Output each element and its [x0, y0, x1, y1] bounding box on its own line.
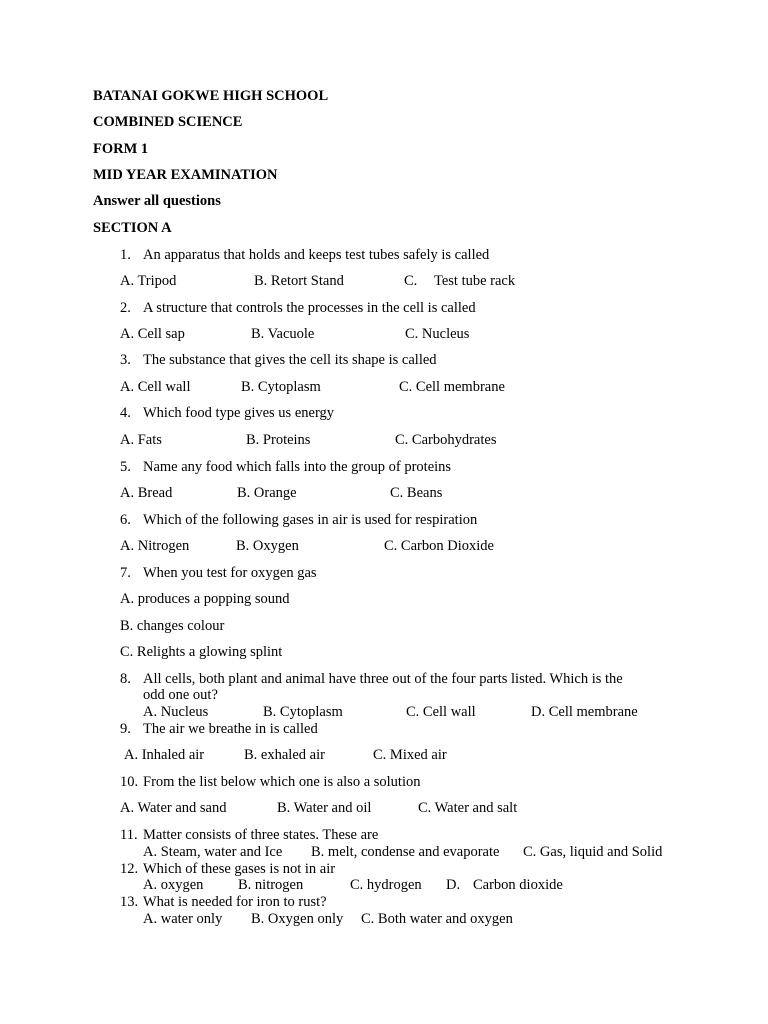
option: A. Fats: [120, 432, 162, 448]
option: A. Nitrogen: [120, 538, 190, 554]
section-title: SECTION A: [93, 220, 172, 236]
option: B. Cytoplasm: [263, 704, 343, 720]
option: B. Oxygen only: [251, 911, 344, 927]
option: B. nitrogen: [238, 877, 304, 893]
question-text: An apparatus that holds and keeps test tubes safely is called: [143, 247, 490, 263]
option: C. Both water and oxygen: [361, 911, 513, 927]
question-number: 9.: [120, 721, 131, 737]
option: C. Cell membrane: [399, 379, 505, 395]
question-number: 13.: [120, 894, 139, 910]
option: Carbon dioxide: [473, 877, 563, 893]
option: C. Carbon Dioxide: [384, 538, 494, 554]
instruction: Answer all questions: [93, 193, 221, 209]
option: A. oxygen: [143, 877, 204, 893]
question-text: The air we breathe in is called: [143, 721, 318, 737]
question-text: A structure that controls the processes in the cell is called: [143, 300, 476, 316]
question-number: 12.: [120, 861, 139, 877]
option: A. Inhaled air: [124, 747, 205, 763]
option: C.: [404, 273, 418, 289]
option: B. changes colour: [120, 618, 225, 634]
question-text: Name any food which falls into the group of proteins: [143, 459, 452, 475]
option: B. Vacuole: [251, 326, 315, 342]
option: A. Steam, water and Ice: [143, 844, 283, 860]
option: C. Nucleus: [405, 326, 470, 342]
option: A. Tripod: [120, 273, 177, 289]
option: C. Cell wall: [406, 704, 476, 720]
question-text: Which of these gases is not in air: [143, 861, 336, 877]
exam-title: MID YEAR EXAMINATION: [93, 167, 278, 183]
option: A. produces a popping sound: [120, 591, 290, 607]
question-text: Which food type gives us energy: [143, 405, 335, 421]
option: C. Mixed air: [373, 747, 447, 763]
question-text: Which of the following gases in air is used for respiration: [143, 512, 478, 528]
option: A. Bread: [120, 485, 173, 501]
option: C. hydrogen: [350, 877, 422, 893]
question-number: 5.: [120, 459, 131, 475]
option: B. Water and oil: [277, 800, 372, 816]
option: B. Retort Stand: [254, 273, 344, 289]
school-name: BATANAI GOKWE HIGH SCHOOL: [93, 88, 329, 104]
option: A. water only: [143, 911, 223, 927]
question-text: Matter consists of three states. These are: [143, 827, 379, 843]
question-number: 10.: [120, 774, 139, 790]
question-number: 2.: [120, 300, 131, 316]
option: A. Cell sap: [120, 326, 185, 342]
question-text: All cells, both plant and animal have three out of the four parts listed. Which is the: [143, 671, 623, 687]
option: C. Relights a glowing splint: [120, 644, 283, 660]
question-text: What is needed for iron to rust?: [143, 894, 327, 910]
option: C. Carbohydrates: [395, 432, 497, 448]
question-number: 11.: [120, 827, 138, 843]
option: A. Cell wall: [120, 379, 191, 395]
option: D. Cell membrane: [531, 704, 638, 720]
form-title: FORM 1: [93, 141, 149, 157]
option: B. Cytoplasm: [241, 379, 321, 395]
option: B. melt, condense and evaporate: [311, 844, 500, 860]
question-text: The substance that gives the cell its shape is called: [143, 352, 437, 368]
question-text: When you test for oxygen gas: [143, 565, 317, 581]
option: B. exhaled air: [244, 747, 325, 763]
subject-title: COMBINED SCIENCE: [93, 114, 243, 130]
option: Test tube rack: [434, 273, 516, 289]
option: A. Water and sand: [120, 800, 227, 816]
question-number: 6.: [120, 512, 131, 528]
question-number: 7.: [120, 565, 131, 581]
option: B. Oxygen: [236, 538, 299, 554]
question-text-continued: odd one out?: [143, 687, 218, 703]
option: B. Proteins: [246, 432, 311, 448]
option: C. Gas, liquid and Solid: [523, 844, 663, 860]
option: D.: [446, 877, 461, 893]
question-number: 3.: [120, 352, 131, 368]
question-text: From the list below which one is also a solution: [143, 774, 421, 790]
option: C. Water and salt: [418, 800, 518, 816]
question-number: 4.: [120, 405, 131, 421]
question-number: 8.: [120, 671, 131, 687]
option: A. Nucleus: [143, 704, 209, 720]
option: C. Beans: [390, 485, 443, 501]
question-number: 1.: [120, 247, 131, 263]
option: B. Orange: [237, 485, 297, 501]
